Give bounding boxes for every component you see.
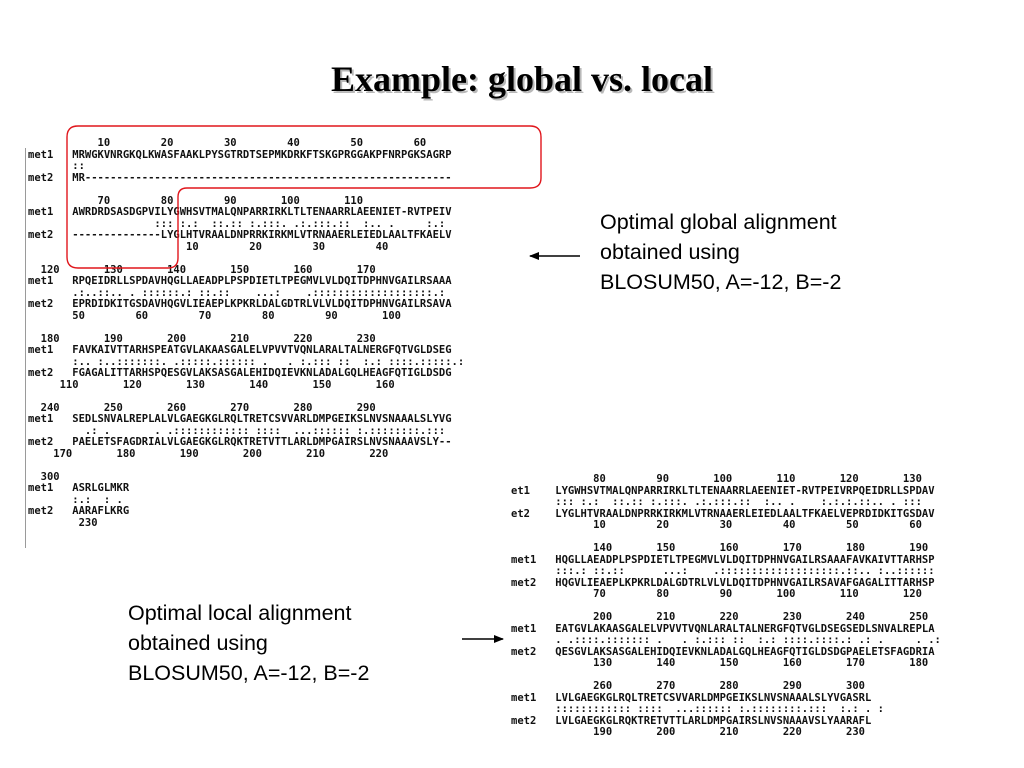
- alignment-line: met2 LVLGAEGKGLRQKTRETVTTLARLDMPGAIRSLNVSNAAAVSLYAARAFL: [511, 714, 872, 727]
- global-caption-line-3: BLOSUM50, A=-12, B=-2: [600, 270, 842, 294]
- alignment-line: 80 90 100 110 120 130: [511, 473, 922, 485]
- local-caption-line-3: BLOSUM50, A=-12, B=-2: [128, 661, 370, 685]
- alignment-line: met1 RPQEIDRLLSPDAVHQGLLAEADPLPSPDIETLTPEGMVLVLDQITDPHNVGAILRSAAA: [28, 275, 452, 287]
- alignment-line: 130 140 150 160 170 180: [511, 657, 929, 669]
- alignment-line: 10 20 30 40: [28, 240, 389, 253]
- alignment-line: met2 EPRDIDKITGSDAVHQGVLIEAEPLKPKRLDALGDTRLVLVLDQITDPHNVGAILRSAVA: [28, 298, 452, 310]
- alignment-line: et1 LYGWHSVTMALQNPARRIRKLTLTENAARRLAEENIET-RVTPEIVRPQEIDRLLSPDAV: [511, 484, 935, 497]
- alignment-line: met2 PAELETSFAGDRIALVLGAEGKGLRQKTRETVTTLARLDMPGAIRSLNVSNAAAVSLY--: [28, 436, 452, 448]
- alignment-line: ::: :.: ::.:: :.:::. .:.:::.:: :.. . :.:: [28, 217, 446, 230]
- alignment-line: met1 MRWGKVNRGKQLKWASFAAKLPYSGTRDTSEPMKDRKFTSKGPRGGAKPFNRPGKSAGRP: [28, 148, 452, 161]
- alignment-line: 240 250 260 270 280 290: [28, 401, 376, 414]
- alignment-line: 10 20 30 40 50 60: [28, 137, 427, 149]
- alignment-line: 230: [28, 516, 98, 529]
- alignment-line: . .::::.::::::: . . :.::: :: :.: ::::.::::.: .: . . .:: [511, 634, 941, 646]
- alignment-line: met2 HQGVLIEAEPLKPKRLDALGDTRLVLVLDQITDPHNVGAILRSAVAFGAGALITTARHSP: [511, 576, 935, 589]
- alignment-line: 200 210 220 230 240 250: [511, 611, 929, 623]
- alignment-line: .:..::.. . ::::::.: ::.:: ...: .:::::::::::::::::::.:: [28, 286, 446, 299]
- alignment-line: met2 QESGVLAKSASGALEHIDQIEVKNLADALGQLHEAGFQTIGLDSDGPAELETSFAGDRIA: [511, 645, 935, 658]
- local-caption-line-2: obtained using: [128, 631, 268, 655]
- alignment-line: met2 --------------LYGLHTVRAALDNPRRKIRKMLVTRNAAERLEIEDLAALTFKAELV: [28, 229, 452, 241]
- alignment-line: 50 60 70 80 90 100: [28, 309, 401, 322]
- alignment-line: et2 LYGLHTVRAALDNPRRKIRKMLVTRNAAERLEIEDLAALTFKAELVEPRDIDKITGSDAV: [511, 507, 935, 520]
- alignment-line: 120 130 140 150 160 170: [28, 263, 376, 276]
- alignment-line: 10 20 30 40 50 60: [511, 519, 922, 531]
- alignment-line: :::.: ::.:: ...: .:::::::::::::::::::.::.. :..::::::: [511, 565, 935, 577]
- alignment-line: 170 180 190 200 210 220: [28, 447, 389, 460]
- alignment-line: met1 AWRDRDSASDGPVILYGWHSVTMALQNPARRIRKLTLTENAARRLAEENIET-RVTPEIV: [28, 206, 452, 218]
- alignment-line: :::::::::::: :::: ...:::::: :.::::::::.::: :.: . :: [511, 703, 884, 715]
- local-region-highlight-outline: [67, 126, 541, 268]
- alignment-line: 140 150 160 170 180 190: [511, 542, 929, 554]
- alignment-line: .: . . .:::::::::::: :::: ...:::::: :.::::::::.:::: [28, 424, 446, 437]
- slide-title: Example: global vs. local: [330, 59, 713, 99]
- alignment-line: ::: [28, 160, 85, 172]
- alignment-line: 300: [28, 470, 60, 483]
- global-caption-line-1: Optimal global alignment: [600, 210, 837, 234]
- alignment-line: met2 MR----------------------------------------------------------: [28, 171, 452, 184]
- alignment-line: :.: : .: [28, 493, 123, 506]
- alignment-line: 70 80 90 100 110: [28, 194, 364, 207]
- alignment-line: 190 200 210 220 230: [511, 726, 866, 738]
- alignment-line: 70 80 90 100 110 120: [511, 588, 922, 600]
- alignment-line: 180 190 200 210 220 230: [28, 332, 376, 345]
- alignment-line: 260 270 280 290 300: [511, 680, 866, 692]
- alignment-line: ::: :.: ::.:: :.:::. .:.:::.:: :.. . :.:.:.::.. . :::: [511, 496, 922, 508]
- alignment-line: met1 SEDLSNVALREPLALVLGAEGKGLRQLTRETCSVVARLDMPGEIKSLNVSNAAALSLYVG: [28, 413, 452, 425]
- alignment-line: met1 EATGVLAKAASGALELVPVVTVQNLARALTALNERGFQTVGLDSEGSEDLSNVALREPLA: [511, 622, 935, 635]
- alignment-line: met1 HQGLLAEADPLPSPDIETLTPEGMVLVLDQITDPHNVGAILRSAAAFAVKAIVTTARHSP: [511, 553, 935, 566]
- local-caption-line-1: Optimal local alignment: [128, 601, 352, 625]
- alignment-line: met2 AARAFLKRG: [28, 505, 130, 517]
- alignment-line: met1 LVLGAEGKGLRQLTRETCSVVARLDMPGEIKSLNVSNAAALSLYVGASRL: [511, 691, 872, 704]
- alignment-line: met2 FGAGALITTARHSPQESGVLAKSASGALEHIDQIEVKNLADALGQLHEAGFQTIGLDSDG: [28, 367, 452, 379]
- alignment-line: met1 FAVKAIVTTARHSPEATGVLAKAASGALELVPVVTVQNLARALTALNERGFQTVGLDSEG: [28, 344, 452, 356]
- alignment-line: 110 120 130 140 150 160: [28, 378, 395, 391]
- alignment-line: :.. :..:::::::. .:::::.:::::: . . :.::: :: :.: ::::.:::::.:: [28, 355, 465, 368]
- alignment-line: met1 ASRLGLMKR: [28, 482, 130, 494]
- global-caption-line-2: obtained using: [600, 240, 740, 264]
